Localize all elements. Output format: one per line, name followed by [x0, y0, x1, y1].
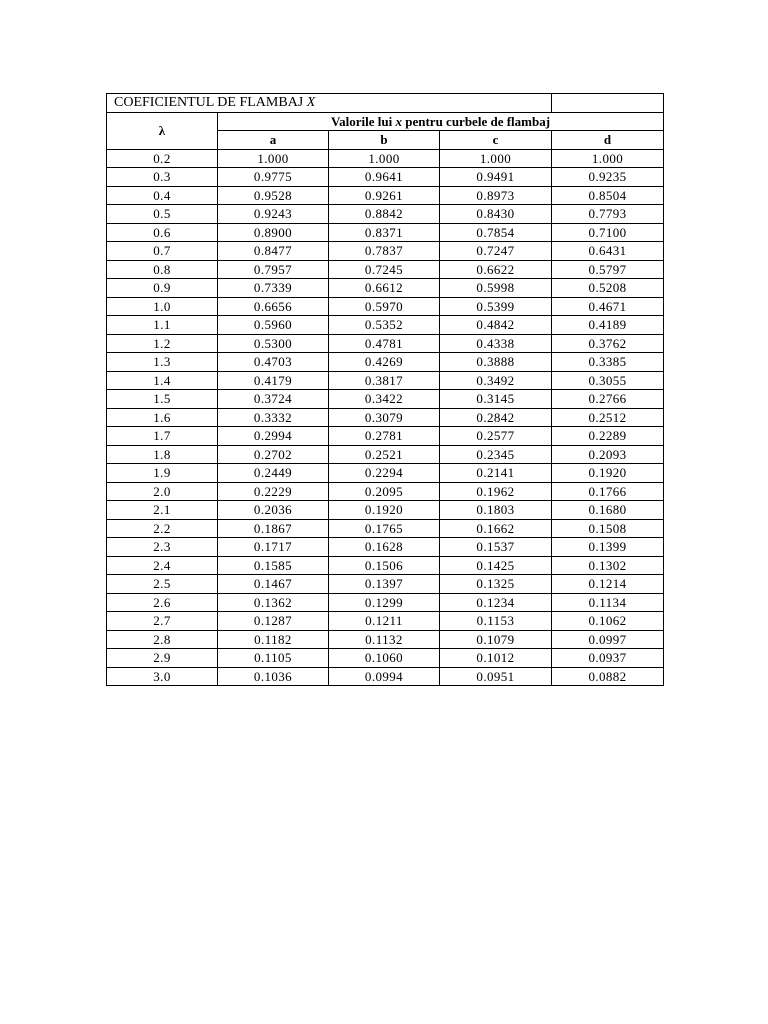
table-row [107, 649, 664, 668]
lambda-cell: 2.6 [107, 593, 218, 612]
value-cell-a: 0.1867 [218, 519, 329, 538]
value-cell-d: 0.1766 [552, 482, 664, 501]
value-cell-b: 0.1506 [329, 556, 440, 575]
lambda-cell: 1.7 [107, 427, 218, 446]
table-row [107, 408, 664, 427]
title-row [107, 94, 664, 113]
value-cell-a: 0.2702 [218, 445, 329, 464]
value-cell-d: 0.3385 [552, 353, 664, 372]
value-cell-b: 0.8371 [329, 223, 440, 242]
table-row [107, 205, 664, 224]
value-cell-a: 0.1036 [218, 667, 329, 686]
value-cell-d: 0.1134 [552, 593, 664, 612]
value-cell-b: 0.1132 [329, 630, 440, 649]
document-page [106, 93, 663, 686]
value-cell-d: 1.000 [552, 149, 664, 168]
lambda-cell: 0.3 [107, 168, 218, 187]
table-row [107, 612, 664, 631]
value-cell-a: 0.1467 [218, 575, 329, 594]
lambda-cell: 2.9 [107, 649, 218, 668]
value-cell-d: 0.7793 [552, 205, 664, 224]
value-cell-a: 0.8900 [218, 223, 329, 242]
value-cell-c: 0.1012 [440, 649, 552, 668]
value-cell-a: 0.8477 [218, 242, 329, 261]
table-title-symbol: X [306, 95, 316, 111]
lambda-cell: 1.6 [107, 408, 218, 427]
value-cell-a: 0.9775 [218, 168, 329, 187]
buckling-coefficient-table [106, 93, 664, 686]
value-cell-b: 0.4781 [329, 334, 440, 353]
value-cell-b: 0.3079 [329, 408, 440, 427]
value-cell-a: 0.3332 [218, 408, 329, 427]
table-row [107, 427, 664, 446]
table-row [107, 593, 664, 612]
lambda-cell: 2.8 [107, 630, 218, 649]
value-cell-a: 0.2449 [218, 464, 329, 483]
lambda-cell: 1.9 [107, 464, 218, 483]
table-row [107, 519, 664, 538]
value-cell-d: 0.5208 [552, 279, 664, 298]
lambda-cell: 2.0 [107, 482, 218, 501]
curve-header-b: b [329, 131, 440, 150]
value-cell-b: 0.1211 [329, 612, 440, 631]
value-cell-b: 0.2294 [329, 464, 440, 483]
value-cell-d: 0.2093 [552, 445, 664, 464]
curve-header-c: c [440, 131, 552, 150]
value-cell-c: 0.2345 [440, 445, 552, 464]
lambda-cell: 0.4 [107, 186, 218, 205]
lambda-cell: 0.2 [107, 149, 218, 168]
lambda-cell: 0.7 [107, 242, 218, 261]
value-cell-d: 0.7100 [552, 223, 664, 242]
value-cell-a: 0.1717 [218, 538, 329, 557]
value-cell-b: 0.2095 [329, 482, 440, 501]
lambda-cell: 1.3 [107, 353, 218, 372]
table-row [107, 316, 664, 335]
value-cell-d: 0.4189 [552, 316, 664, 335]
value-cell-d: 0.3055 [552, 371, 664, 390]
value-cell-b: 0.1397 [329, 575, 440, 594]
lambda-cell: 0.8 [107, 260, 218, 279]
value-cell-a: 0.1585 [218, 556, 329, 575]
value-cell-c: 0.7247 [440, 242, 552, 261]
curve-header-a: a [218, 131, 329, 150]
table-row [107, 297, 664, 316]
value-cell-c: 0.1803 [440, 501, 552, 520]
lambda-cell: 1.0 [107, 297, 218, 316]
value-cell-c: 0.1662 [440, 519, 552, 538]
value-cell-b: 0.7837 [329, 242, 440, 261]
lambda-cell: 2.1 [107, 501, 218, 520]
lambda-cell: 1.5 [107, 390, 218, 409]
value-cell-b: 0.1765 [329, 519, 440, 538]
value-cell-d: 0.1302 [552, 556, 664, 575]
value-cell-a: 0.6656 [218, 297, 329, 316]
value-cell-a: 0.9528 [218, 186, 329, 205]
table-row [107, 279, 664, 298]
value-cell-b: 1.000 [329, 149, 440, 168]
table-row [107, 445, 664, 464]
value-cell-a: 0.4703 [218, 353, 329, 372]
table-row [107, 501, 664, 520]
value-cell-d: 0.3762 [552, 334, 664, 353]
value-cell-d: 0.1508 [552, 519, 664, 538]
values-header-pre: Valorile lui [330, 113, 396, 129]
value-cell-a: 0.2036 [218, 501, 329, 520]
value-cell-d: 0.2289 [552, 427, 664, 446]
table-row [107, 575, 664, 594]
value-cell-c: 0.1425 [440, 556, 552, 575]
value-cell-a: 0.7339 [218, 279, 329, 298]
value-cell-c: 0.8973 [440, 186, 552, 205]
value-cell-a: 0.2229 [218, 482, 329, 501]
value-cell-b: 0.9261 [329, 186, 440, 205]
lambda-header: λ [107, 112, 218, 149]
value-cell-a: 0.9243 [218, 205, 329, 224]
lambda-cell: 1.1 [107, 316, 218, 335]
table-row [107, 223, 664, 242]
value-cell-a: 0.1287 [218, 612, 329, 631]
values-header-symbol: x [395, 113, 402, 129]
value-cell-b: 0.2781 [329, 427, 440, 446]
value-cell-b: 0.8842 [329, 205, 440, 224]
table-row [107, 186, 664, 205]
value-cell-c: 0.1537 [440, 538, 552, 557]
value-cell-c: 0.3888 [440, 353, 552, 372]
value-cell-a: 0.5300 [218, 334, 329, 353]
value-cell-b: 0.6612 [329, 279, 440, 298]
title-empty-cell [552, 94, 664, 113]
table-row [107, 538, 664, 557]
table-body [107, 94, 664, 686]
value-cell-c: 0.0951 [440, 667, 552, 686]
table-row [107, 556, 664, 575]
value-cell-b: 0.1920 [329, 501, 440, 520]
value-cell-a: 0.4179 [218, 371, 329, 390]
value-cell-d: 0.8504 [552, 186, 664, 205]
value-cell-d: 0.4671 [552, 297, 664, 316]
value-cell-d: 0.1399 [552, 538, 664, 557]
value-cell-c: 0.4338 [440, 334, 552, 353]
value-cell-d: 0.0997 [552, 630, 664, 649]
lambda-cell: 1.4 [107, 371, 218, 390]
value-cell-c: 0.2141 [440, 464, 552, 483]
lambda-cell: 2.4 [107, 556, 218, 575]
value-cell-d: 0.0882 [552, 667, 664, 686]
value-cell-c: 0.1325 [440, 575, 552, 594]
value-cell-a: 0.1362 [218, 593, 329, 612]
value-cell-a: 0.7957 [218, 260, 329, 279]
value-cell-b: 0.0994 [329, 667, 440, 686]
value-cell-d: 0.2512 [552, 408, 664, 427]
value-cell-b: 0.1628 [329, 538, 440, 557]
value-cell-b: 0.5352 [329, 316, 440, 335]
value-cell-d: 0.1214 [552, 575, 664, 594]
value-cell-b: 0.7245 [329, 260, 440, 279]
value-cell-d: 0.9235 [552, 168, 664, 187]
value-cell-b: 0.3422 [329, 390, 440, 409]
lambda-cell: 3.0 [107, 667, 218, 686]
value-cell-c: 0.9491 [440, 168, 552, 187]
value-cell-b: 0.4269 [329, 353, 440, 372]
table-row [107, 630, 664, 649]
value-cell-d: 0.1920 [552, 464, 664, 483]
value-cell-c: 0.1234 [440, 593, 552, 612]
header-row [107, 112, 664, 131]
table-row [107, 149, 664, 168]
value-cell-c: 0.2577 [440, 427, 552, 446]
value-cell-d: 0.0937 [552, 649, 664, 668]
table-row [107, 260, 664, 279]
table-row [107, 334, 664, 353]
value-cell-d: 0.6431 [552, 242, 664, 261]
table-row [107, 242, 664, 261]
value-cell-c: 0.1962 [440, 482, 552, 501]
value-cell-a: 0.3724 [218, 390, 329, 409]
lambda-cell: 0.9 [107, 279, 218, 298]
values-header [218, 112, 664, 131]
value-cell-d: 0.5797 [552, 260, 664, 279]
table-row [107, 482, 664, 501]
lambda-cell: 2.7 [107, 612, 218, 631]
table-row [107, 353, 664, 372]
value-cell-b: 0.1299 [329, 593, 440, 612]
value-cell-a: 0.5960 [218, 316, 329, 335]
value-cell-c: 0.5399 [440, 297, 552, 316]
table-title-text: COEFICIENTUL DE FLAMBAJ [114, 95, 307, 111]
value-cell-a: 0.2994 [218, 427, 329, 446]
table-row [107, 168, 664, 187]
lambda-cell: 0.6 [107, 223, 218, 242]
value-cell-c: 0.2842 [440, 408, 552, 427]
table-row [107, 464, 664, 483]
value-cell-a: 0.1182 [218, 630, 329, 649]
value-cell-d: 0.1062 [552, 612, 664, 631]
value-cell-a: 1.000 [218, 149, 329, 168]
value-cell-c: 0.6622 [440, 260, 552, 279]
lambda-cell: 1.2 [107, 334, 218, 353]
lambda-cell: 2.2 [107, 519, 218, 538]
value-cell-b: 0.2521 [329, 445, 440, 464]
lambda-cell: 2.3 [107, 538, 218, 557]
value-cell-b: 0.1060 [329, 649, 440, 668]
table-row [107, 371, 664, 390]
value-cell-c: 0.7854 [440, 223, 552, 242]
value-cell-c: 0.1079 [440, 630, 552, 649]
values-header-post: pentru curbele de flambaj [402, 113, 551, 129]
value-cell-b: 0.3817 [329, 371, 440, 390]
value-cell-c: 0.4842 [440, 316, 552, 335]
table-title [107, 94, 552, 113]
value-cell-c: 0.1153 [440, 612, 552, 631]
curve-header-d: d [552, 131, 664, 150]
lambda-cell: 2.5 [107, 575, 218, 594]
table-row [107, 390, 664, 409]
value-cell-a: 0.1105 [218, 649, 329, 668]
lambda-cell: 0.5 [107, 205, 218, 224]
value-cell-b: 0.5970 [329, 297, 440, 316]
value-cell-d: 0.1680 [552, 501, 664, 520]
value-cell-b: 0.9641 [329, 168, 440, 187]
value-cell-c: 0.3145 [440, 390, 552, 409]
value-cell-d: 0.2766 [552, 390, 664, 409]
value-cell-c: 1.000 [440, 149, 552, 168]
value-cell-c: 0.3492 [440, 371, 552, 390]
lambda-cell: 1.8 [107, 445, 218, 464]
value-cell-c: 0.8430 [440, 205, 552, 224]
table-row [107, 667, 664, 686]
value-cell-c: 0.5998 [440, 279, 552, 298]
